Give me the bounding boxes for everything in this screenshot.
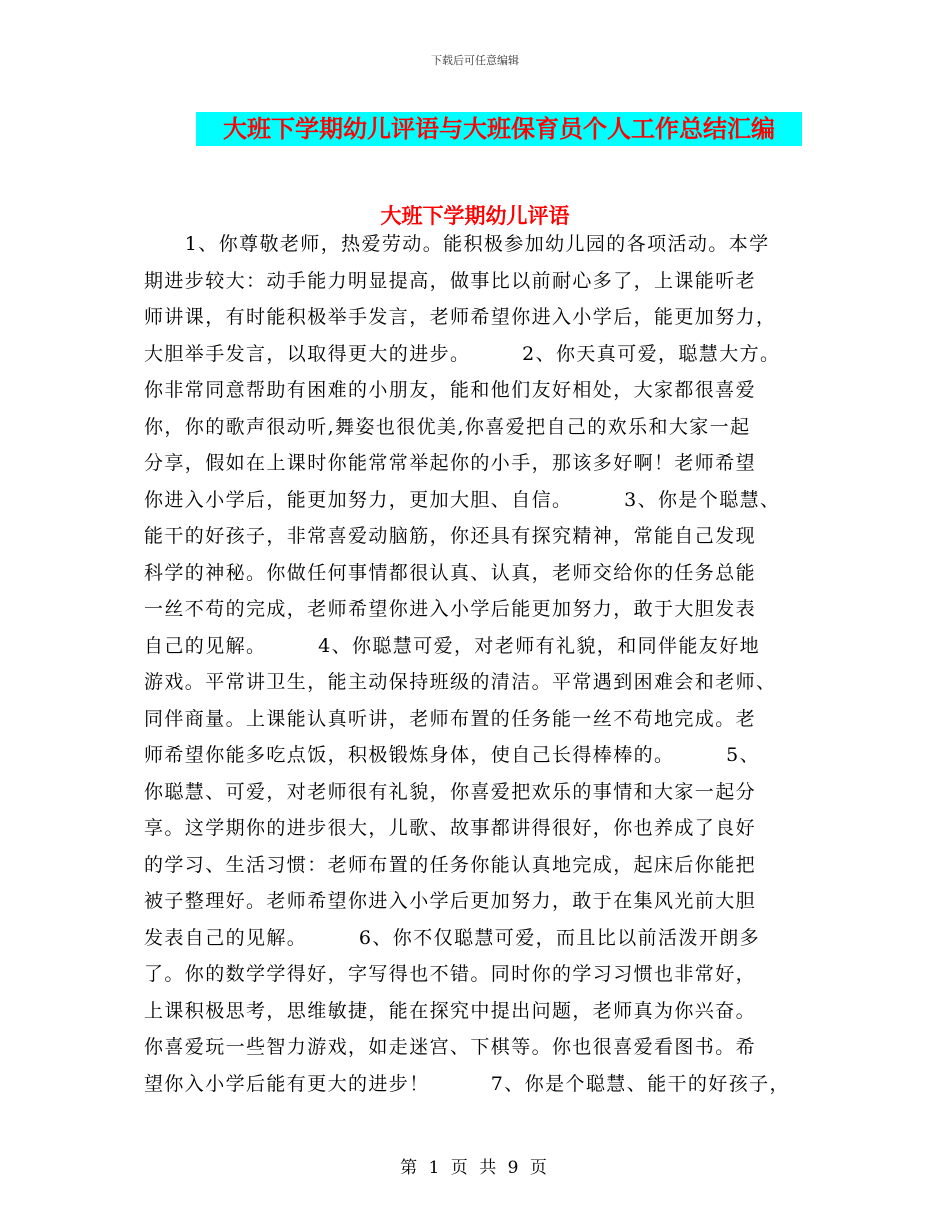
document-title: 大班下学期幼儿评语与大班保育员个人工作总结汇编: [223, 115, 775, 143]
text-line: 1、你尊敬老师，热爱劳动。能积极参加幼儿园的各项活动。本学: [144, 233, 770, 255]
text-line: 能干的好孩子，非常喜爱动脑筋，你还具有探究精神，常能自己发现: [144, 525, 757, 547]
text-line: 被子整理好。老师希望你进入小学后更加努力，敢于在集风光前大胆: [144, 890, 757, 912]
text-line: 师希望你能多吃点饭，积极锻炼身体，使自己长得棒棒的。 5、: [144, 744, 760, 766]
section-title: 大班下学期幼儿评语: [380, 204, 570, 228]
text-line: 期进步较大：动手能力明显提高，做事比以前耐心多了，上课能听老: [144, 269, 757, 292]
text-line: 同伴商量。上课能认真听讲，老师布置的任务能一丝不苟地完成。老: [144, 707, 757, 730]
text-line: 发表自己的见解。 6、你不仅聪慧可爱，而且比以前活泼开朗多: [144, 926, 760, 949]
text-line: 自己的见解。 4、你聪慧可爱，对老师有礼貌，和同伴能友好地: [144, 634, 760, 657]
page-footer: 第 1 页 共 9 页: [400, 1158, 550, 1178]
text-line: 你进入小学后，能更加努力，更加大胆、自信。 3、你是个聪慧、: [144, 488, 781, 511]
text-line: 的学习、生活习惯：老师布置的任务你能认真地完成，起床后你能把: [144, 853, 757, 876]
text-line: 你聪慧、可爱，对老师很有礼貌，你喜爱把欢乐的事情和大家一起分: [144, 780, 757, 803]
text-line: 科学的神秘。你做任何事情都很认真、认真，老师交给你的任务总能: [144, 561, 757, 584]
text-line: 你非常同意帮助有困难的小朋友，能和他们友好相处，大家都很喜爱: [144, 379, 757, 401]
text-line: 游戏。平常讲卫生，能主动保持班级的清洁。平常遇到困难会和老师、: [144, 671, 777, 693]
header-note: 下载后可任意编辑: [431, 54, 519, 67]
body-text: [144, 226, 812, 1102]
text-line: 你喜爱玩一些智力游戏，如走迷宫、下棋等。你也很喜爱看图书。希: [144, 1036, 757, 1058]
text-line: 分享，假如在上课时你能常常举起你的小手，那该多好啊！老师希望: [144, 452, 757, 474]
text-line: 了。你的数学学得好，字写得也不错。同时你的学习习惯也非常好，: [144, 963, 757, 985]
text-line: 望你入小学后能有更大的进步！ 7、你是个聪慧、能干的好孩子，: [144, 1072, 790, 1095]
text-line: 上课积极思考，思维敏捷，能在探究中提出问题，老师真为你兴奋。: [144, 999, 757, 1022]
document-title-highlight: [196, 112, 802, 146]
text-line: 享。这学期你的进步很大，儿歌、故事都讲得很好，你也养成了良好: [144, 817, 757, 839]
text-line: 大胆举手发言，以取得更大的进步。 2、你天真可爱，聪慧大方。: [144, 342, 781, 365]
text-line: 你，你的歌声很动听,舞姿也很优美,你喜爱把自己的欢乐和大家一起: [144, 415, 751, 438]
text-line: 一丝不苟的完成，老师希望你进入小学后能更加努力，敢于大胆发表: [144, 598, 757, 620]
text-line: 师讲课，有时能积极举手发言，老师希望你进入小学后，能更加努力，: [144, 306, 777, 328]
